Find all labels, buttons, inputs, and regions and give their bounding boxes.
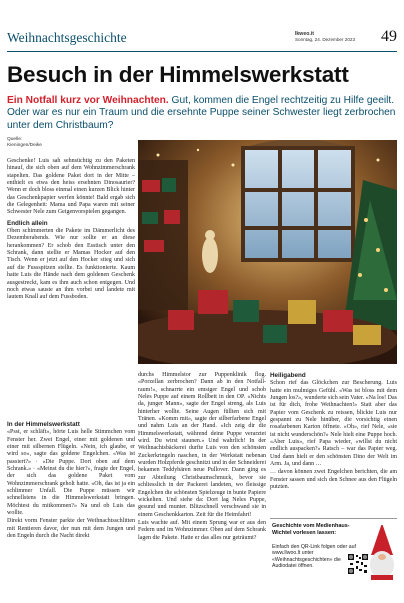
section-title: Weihnachtsgeschichte (7, 30, 127, 45)
text-column-1 (7, 158, 135, 303)
paper-name: Ikweo.it (294, 31, 315, 37)
paragraph: Direkt vorm Fenster parkte der Weihnachtsschlitten mit Rentieren davor, der nun mit dem Jungen und den Engeln durch die Nacht direkt (7, 518, 135, 540)
text-column-2 (138, 372, 266, 543)
audio-box-title: Geschichte vom Medienhaus-Wichtel vorlesen lassen: (272, 523, 350, 536)
wichtel-gnome-icon (367, 521, 397, 581)
paragraph: Geschenke! Luis sah sehnsüchtig zu den Paketen hinauf, die sich oben auf dem Wohnzimmerschrank stapelten. Das goldene Paket dort in der Mitte – enthielt es etwa den heiss ersehnten Dinosaurier? Wenn er doch bloss einmal einen kurzen Blick hinter das Geschenkpapier werfen könnte! Bald ergab sich die Gelegenheit: Mama und Papa waren mit seiner Schwester Nele zum Geigenvorspielen gegangen. (7, 158, 135, 216)
paragraph: Schon rief das Glöckchen zur Bescherung. Luis hatte ein mulmiges Gefühl. «Was ist bloss mit dem Jungen los?», wunderte sich sein Vater. «Na los! Das ist für dich, frohe Weihnachten!» Statt aber das Papier vom Geschenk zu reissen, blickte Luis nur gespannt zu Nele hinüber, die vorsichtig einen rosafarbenen Karton öffnete. «Oh», rief Nele, «sie ist nicht wunderschön?» Nele hielt eine Puppe hoch. «Aber Luis», rief Papa wieder, «willst du nicht endlich auspacken?» Ratsch – war das Papier weg. Und dann hielt er den schönsten Dino der Welt im Arm. Ja, und dann … (270, 380, 397, 468)
audio-story-box (270, 518, 397, 598)
article-lead (7, 95, 399, 132)
audio-box-text: Einfach den QR-Link folgen oder auf www.llwoo.lt unter «Weihnachtsgeschichten» die Audiodatei öffnen. (272, 544, 356, 570)
image-credit (7, 137, 42, 149)
page-number: 49 (381, 28, 397, 45)
paragraph: «Psst, er schläft», hörte Luis helle Stimmchen vom Fenster her. Zwei Engel, einer mit goldenen und einer mit silbernen Flügeln. «Nein, ich glaube, er wird so», sagte das goldene Engelchen. «Was ist passiert?» · «Die Puppe. Dort oben auf dem Schrank.» · «Meinst du die hier?», fragte der Engel, der sich das goldene Paket vom Wohnzimmerschrank geholt hatte. «Oh, das ist ja ein schlimmer Unfall. Die Puppe müssen wir schnellstens in die Himmelswerkstatt bringen. Möchtest du mitkommen?» Na und ob Luis das wollte. (7, 429, 135, 517)
credit-name: Kieningen/Deike (7, 143, 42, 148)
text-column-3 (270, 372, 397, 493)
qr-code-icon[interactable] (347, 553, 369, 575)
subheading-heiligabend: Heiligabend (270, 372, 306, 379)
christmas-illustration (138, 140, 397, 364)
subheading-himmelswerkstatt: In der Himmelswerkstatt (7, 421, 80, 428)
paragraph: Luis wachte auf. Mit einem Sprung war er aus den Federn und im Wohnzimmer. Oben auf dem Schrank lagen die Pakete. Hatte er das alles nur geträumt? (138, 519, 266, 541)
article-title: Besuch in der Himmelswerkstatt (7, 62, 349, 87)
paragraph: Oben schimmerten die Pakete im Dämmerlicht des Dezemberabends. Wie nur sollte er an diese herankommen? Er schob den Esstisch unter den Schrank, dann stellte er Mamas Hocker auf den Tisch. Wenn er jetzt auf den Hocker stieg und sich auf die Fussspitzen stellte. Es funktionierte. Kaum hatte Luis die Hände nach dem goldenen Geschenk ausgestreckt, kam es ihm auch schon entgegen. Und noch etwas sauste an ihm vorbei und landete mit lautem Knall auf dem Fussboden. (7, 228, 135, 301)
header-rule (7, 51, 397, 52)
paragraph: durchs Himmelstor zur Puppenklinik flog. «Porzellan zerbrochen? Dann ab in den Notfall-raum!», schnarrte ein emsiger Engel und schob Neles Puppe auf einem Rollbett in den OP. «Nichts da, junger Mann», sagte der Engel streng, als Luis hinterher wollte. Seine Augen füllten sich mit Tränen. «Komm mit», sagte der silberfarbene Engel und nahm Luis an der Hand. «Ich zeig dir die Himmelswerkstatt, während deine Puppe verarztet wird. Du wirst staunen.» Und wahrlich! In der Weihnachtsbäckerei durfte Luis von den schönsten Zuckerkringeln naschen, in der Werkstatt nebenan wurden Holzpferde geschnitzt und in der Schneiderei bekamen Teddybären neue Pullover. Dann ging es zur Abteilung Christbaumschmuck, bevor sie schliesslich in der Packerei landeten, wo fleissige Engelchen die schönsten Spielzeuge in bunte Papiere wickelten. Und siehe da: Dort lag Neles Puppe, gesund und munter. Blitzschnell verschwand sie in einem Geschenkkarton. Zeit für die Heimfahrt! (138, 372, 266, 518)
credit-label: Quelle: (7, 137, 23, 142)
paragraph: … davon können zwei Engelchen berichten, die am Fenster sassen und sich den Schnee aus den Flügeln putzten. (270, 469, 397, 491)
lead-text: Gut, kommen die Engel rechtzeitig zu Hilfe geeilt. Oder war es nur ein Traum und die ersehnte Puppe seiner Schwester liegt zerbrochen unter dem Christbaum? (7, 95, 396, 131)
lead-highlight: Ein Notfall kurz vor Weihnachten. (7, 95, 169, 106)
subheading-endlich-allein: Endlich allein (7, 219, 48, 227)
paper-meta (295, 31, 355, 43)
issue-date: Sonntag, 24. Dezember 2023 (294, 37, 355, 42)
text-column-1-bottom (7, 418, 135, 542)
